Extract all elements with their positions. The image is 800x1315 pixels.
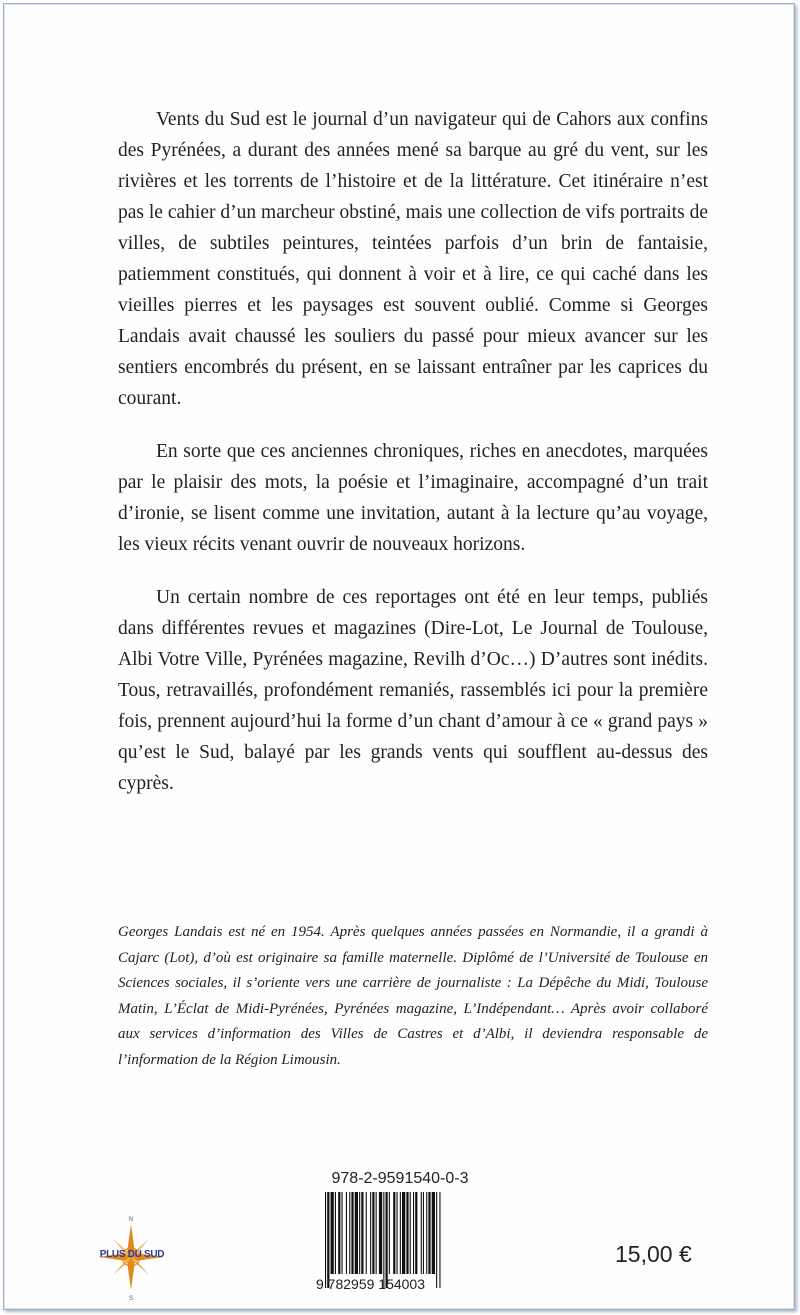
barcode-bar [421, 1192, 422, 1274]
barcode-bar [397, 1192, 398, 1274]
barcode-bar [400, 1192, 401, 1274]
barcode-bar [379, 1192, 382, 1274]
barcode-bar [436, 1192, 437, 1288]
barcode-bar [325, 1192, 326, 1288]
barcode-bar [402, 1192, 405, 1274]
barcode-bar [428, 1192, 430, 1274]
compass-s-label: S [128, 1296, 134, 1302]
blurb-paragraph-3: Un certain nombre de ces reportages ont été en leur temps, publiés dans différentes revues et magazines (Dire-Lot, Le Journal de Toulouse, Albi Votre Ville, Pyrénées magazine, Revilh d’Oc…) D’autres sont inédits. Tous, retravaillés, profondément remaniés, rassemblés ici pour la première fois, prennent aujourd’hui la forme d’un chant d’amour à ce « grand pays » qu’est le Sud, balayé par les grands vents qui soufflent au-dessus des cyprès. [118, 587, 708, 794]
barcode-bar [406, 1192, 408, 1274]
blurb-paragraph-1: Vents du Sud est le journal d’un navigateur qui de Cahors aux confins des Pyrénées, a durant des années mené sa barque au gré du vent, sur les rivières et les torrents de l’histoire et de la littérature. Cet itinéraire n’est pas le cahier d’un marcheur obstiné, mais une collection de vifs portraits de villes, de subtiles peintures, teintées parfois d’un brin de fantaisie, patiemment constitués, qui donnent à voir et à lire, ce qui caché dans les vieilles pierres et les paysages est souvent oublié. Comme si Georges Landais avait chaussé les souliers du passé pour mieux avancer sur les sentiers encombrés du présent, en se laissant entraîner par les caprices du courant. [118, 109, 708, 409]
barcode-bar [383, 1192, 384, 1288]
barcode-bar [426, 1192, 427, 1274]
isbn-number: 978-2-9591540-0-3 [331, 1170, 469, 1187]
barcode-bar [413, 1192, 414, 1274]
barcode-bar [410, 1192, 411, 1274]
barcode-bar [389, 1192, 390, 1274]
barcode-bar [439, 1192, 440, 1288]
price-label: 15,00 € [615, 1241, 692, 1267]
barcode-bar [366, 1192, 367, 1274]
barcode-bar [432, 1192, 435, 1274]
publisher-logo-text: PLUS DU SUD [99, 1249, 165, 1260]
blurb-text [118, 104, 708, 821]
barcode-bar [423, 1192, 424, 1274]
barcode-bar [342, 1192, 343, 1274]
barcode-bar [349, 1192, 350, 1274]
barcode-digits: 9 782959 154003 [316, 1276, 425, 1292]
barcode-bar [355, 1192, 358, 1274]
blurb-paragraph-2: En sorte que ces anciennes chroniques, riches en anecdotes, marquées par le plaisir des mots, la poésie et l’imaginaire, accompagné d’un trait d’ironie, se lisent comme une invitation, autant à la lecture qu’au voyage, les vieux récits venant ouvrir de nouveaux horizons. [118, 441, 708, 555]
barcode-bar [359, 1192, 360, 1274]
barcode-bar [393, 1192, 395, 1274]
barcode-bar [338, 1192, 340, 1274]
barcode-bar [372, 1192, 374, 1274]
barcode-bar [351, 1192, 353, 1274]
author-bio: Georges Landais est né en 1954. Après quelques années passées en Normandie, il a grandi à Cajarc (Lot), d’où est originaire sa famille maternelle. Diplômé de l’Université de Toulouse en Sciences sociales, il s’oriente vers une carrière de journaliste : La Dépêche du Midi, Toulouse Matin, L’Éclat de Midi-Pyrénées, Pyrénées magazine, L’Indépendant… Après avoir collaboré aux services d’information des Villes de Castres et d’Albi, il deviendra responsable de l’information de la Région Limousin. [118, 924, 708, 1068]
barcode-bar [335, 1192, 336, 1274]
barcode-bar [361, 1192, 363, 1274]
barcode-bar [346, 1192, 347, 1274]
barcode-bar [370, 1192, 371, 1274]
barcode-bar [376, 1192, 377, 1274]
barcode-bar [327, 1192, 329, 1288]
barcode-bar [415, 1192, 417, 1274]
compass-n-label: N [128, 1217, 134, 1223]
barcode-bar [386, 1192, 388, 1288]
barcode-bar [331, 1192, 334, 1274]
